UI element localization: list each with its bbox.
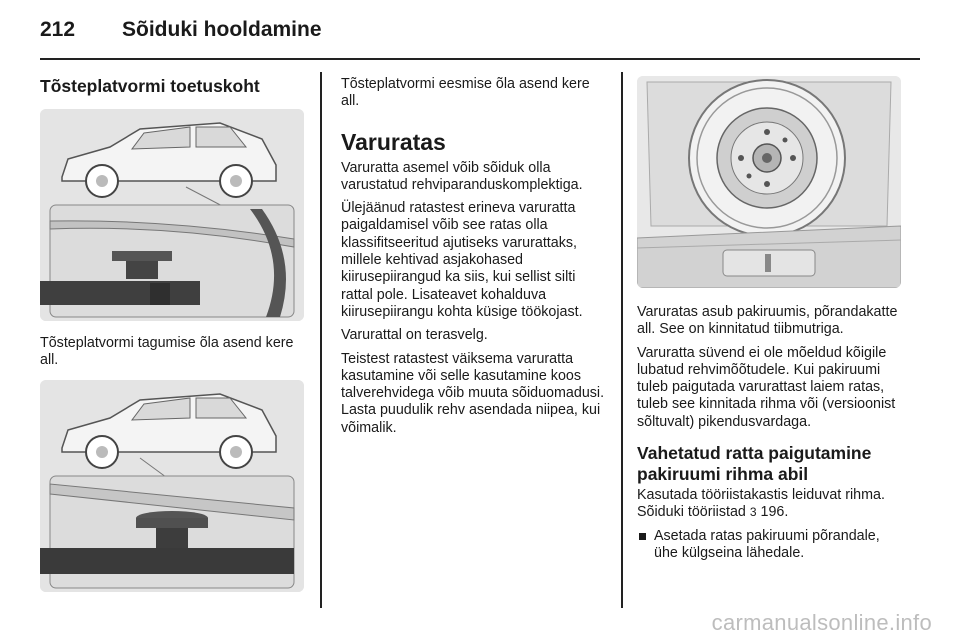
page-number: 212 [40,18,76,41]
jack-rear-arm-figure [40,109,304,321]
strap-text: Kasutada tööriistakastis leiduvat rihma. Sõiduki tööriistad [637,487,885,521]
jack-front-arm-figure [40,380,304,592]
column-1 [40,76,304,592]
watermark: carmanualsonline.info [711,610,932,635]
column-3 [637,76,905,562]
list-item [637,528,905,563]
paragraph-use-strap [637,487,905,522]
list-item-text: Asetada ratas pakiruumi põrandale, ühe külgseina lähedale. [654,527,880,561]
section-heading-stowing-wheel: Vahetatud ratta paigutamine pakiruumi rihma abil [637,443,872,485]
paragraph-repair-kit: Varuratta asemel võib sõiduk olla varustatud rehviparanduskomplektiga. [341,159,583,193]
page-reference-link[interactable]: 196. [760,504,789,521]
column-divider-2 [621,72,623,608]
bullet-square-icon [639,533,646,540]
paragraph-well-size: Varuratta süvend ei ole mõeldud kõigile lubatud rehvimõõtudele. Kui pakiruumi tuleb paigutada varurattast laiem ratas, tuleb see kinnitada rihma või (versioonist sõltuvalt) pikendusvardaga. [637,344,896,430]
chapter-title: Sõiduki hooldamine [122,18,322,41]
section-heading-jack-points: Tõsteplatvormi toetuskoht [40,76,260,96]
page-header [40,18,322,48]
figure-caption-rear-arm: Tõsteplatvormi tagumise õla asend kere all. [40,335,294,369]
figure-caption-front-arm: Tõsteplatvormi eesmise õla asend kere all. [341,76,590,110]
paragraph-temporary-spare: Ülejäänud ratastest erineva varuratta paigaldamisel võib see ratas olla klassifitseeritud ajutiseks varurattaks, millele kehtivad asjakohased kiirusepiirangud ka siis, kui sellist silti rattal pole. Lisateavet kohalduva kiirusepiirangu kohta küsige töökojast. [341,200,583,320]
cross-reference-arrow-icon: 3 [749,505,757,520]
paragraph-driving-behaviour: Teistest ratastest väiksema varuratta kasutamine või selle kasutamine koos talverehvidega võib muuta sõiduomadusi. Lasta puudulik rehv asendada niipea, kui võimalik. [341,350,605,436]
spare-wheel-well-figure [637,76,901,288]
header-rule [40,58,920,60]
column-divider-1 [320,72,322,608]
paragraph-steel-rim: Varurattal on terasvelg. [341,327,488,344]
column-2 [341,76,606,443]
section-heading-spare-wheel: Varuratas [341,128,446,155]
paragraph-location: Varuratas asub pakiruumis, põrandakatte all. See on kinnitatud tiibmutriga. [637,304,898,338]
